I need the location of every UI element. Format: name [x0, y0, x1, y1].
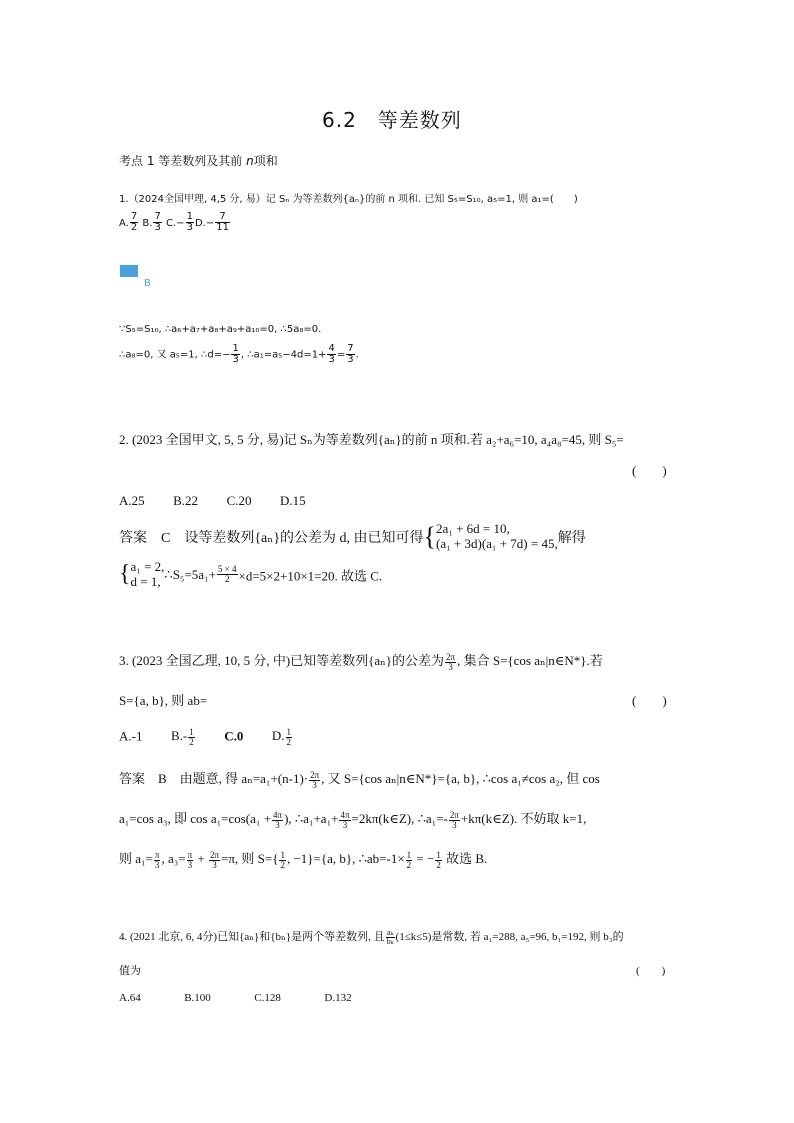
page-title: 6.2 等差数列: [322, 108, 462, 132]
q3-answer-line3: 则 a₁= $\frac{\pi}{3}$ , a₃= $\frac{\pi}{3}$ + $\frac{2\pi}{3}$ =π, 则 S={ $\frac{1}{2}$ , −1}={a, b}, ∴ab=-1× $\frac{1}{2}$ = − $\frac{1}{2}$ 故选 B.: [119, 849, 488, 870]
q1-options: [119, 212, 231, 233]
q2-option-b[interactable]: B.22: [173, 493, 199, 508]
q3-option-d[interactable]: D. $\frac{1}{2}$: [271, 727, 291, 747]
q3-answer-line2: a₁=cos a₃, 即 cos a₁=cos(a₁ + $\frac{4\pi}{3}$ ), ∴a₁+a₁+ $\frac{4\pi}{3}$ =2kπ(k∈Z), ∴a₁=- $\frac{2\pi}{3}$ +kπ(k∈Z). 不妨取 k=1,: [119, 809, 587, 830]
q4-option-a[interactable]: A.64: [119, 992, 141, 1004]
section-heading: [119, 152, 278, 169]
q2-options: [119, 493, 306, 509]
q1-option-b[interactable]: B. $\frac{7}{3}$: [142, 211, 161, 233]
q4-stem-line2: 值为: [119, 965, 141, 977]
q2-answer-line1: 答案 C 设等差数列{aₙ}的公差为 d, 由已知可得{ 2a₁ + 6d = 10, (a₁ + 3d)(a₁ + 7d) = 45, 解得: [119, 521, 586, 551]
q1-option-c[interactable]: C.− $\frac{1}{3}$: [166, 211, 193, 233]
q4-option-b[interactable]: B.100: [184, 992, 211, 1004]
q2-stem: 2. (2023 全国甲文, 5, 5 分, 易)记 Sₙ为等差数列{aₙ}的前 n 项和.若 a₂+a₆=10, a₄a₈=45, 则 S₅=: [119, 432, 624, 447]
q2-option-a[interactable]: A.25: [119, 493, 145, 508]
q1-solution-line1: ∵S₅=S₁₀, ∴a₆+a₇+a₈+a₉+a₁₀=0, ∴5a₈=0.: [119, 324, 322, 335]
q3-options: [119, 728, 293, 747]
q2-paren: ( ): [632, 463, 667, 478]
answer-marker-icon: [120, 265, 138, 277]
q4-option-d[interactable]: D.132: [324, 992, 352, 1004]
q4-stem-line1: 4. (2021 北京, 6, 4分)已知{aₙ}和{bₙ}是两个等差数列, 且 $\frac{\text{aₖ}}{\text{bₖ}}$ (1≤k≤5)是常数, 若 a₁=288, a₅=96, b₁=192, 则 b₃的: [119, 927, 624, 946]
q1-option-d[interactable]: D.− $\frac{7}{11}$: [194, 211, 229, 233]
q3-answer-line1: 答案 B 由题意, 得 aₙ=a₁+(n-1)· $\frac{2\pi}{3}$ , 又 S={cos aₙ|n∈N*}={a, b}, ∴cos a₁≠cos a₂, 但 cos: [119, 769, 600, 790]
q1-answer: B: [144, 278, 151, 289]
q4-paren: ( ): [636, 965, 666, 977]
q1-solution-line2: ∴a₈=0, 又 a₅=1, ∴d=− $\frac{1}{3}$ , ∴a₁=a₅−4d=1+ $\frac{4}{3}$ = $\frac{7}{3}$ .: [119, 343, 359, 365]
q3-paren: ( ): [632, 693, 667, 708]
q3-stem-line1: 3. (2023 全国乙理, 10, 5 分, 中)已知等差数列{aₙ}的公差为 $\frac{2\pi}{3}$ , 集合 S={cos aₙ|n∈N*}.若: [119, 651, 603, 672]
q4-options: [119, 992, 352, 1004]
section-n: n: [246, 154, 254, 168]
q3-option-c[interactable]: C.0: [224, 728, 244, 744]
q3-option-b[interactable]: B.- $\frac{1}{2}$: [170, 727, 194, 747]
q3-stem-line2: S={a, b}, 则 ab=: [119, 693, 208, 708]
q4-option-c[interactable]: C.128: [254, 992, 281, 1004]
q1-stem: 1.（2024全国甲理, 4,5 分, 易）记 Sₙ 为等差数列{aₙ}的前 n 项和. 已知 S₅=S₁₀, a₅=1, 则 a₁=( ): [119, 194, 578, 205]
section-label: 考点 1 等差数列及其前: [119, 154, 247, 168]
q1-option-a[interactable]: A. $\frac{7}{2}$: [119, 211, 138, 233]
q2-option-d[interactable]: D.15: [279, 493, 306, 508]
section-rest: 项和: [253, 154, 278, 168]
q2-answer-line2: { a₁ = 2, d = 1, ∴S₅=5a₁+ $\frac{5 \times 4}{2}$ ×d=5×2+10×1=20. 故选 C.: [119, 559, 383, 589]
q2-option-c[interactable]: C.20: [226, 493, 252, 508]
q3-option-a[interactable]: A.-1: [119, 728, 143, 744]
